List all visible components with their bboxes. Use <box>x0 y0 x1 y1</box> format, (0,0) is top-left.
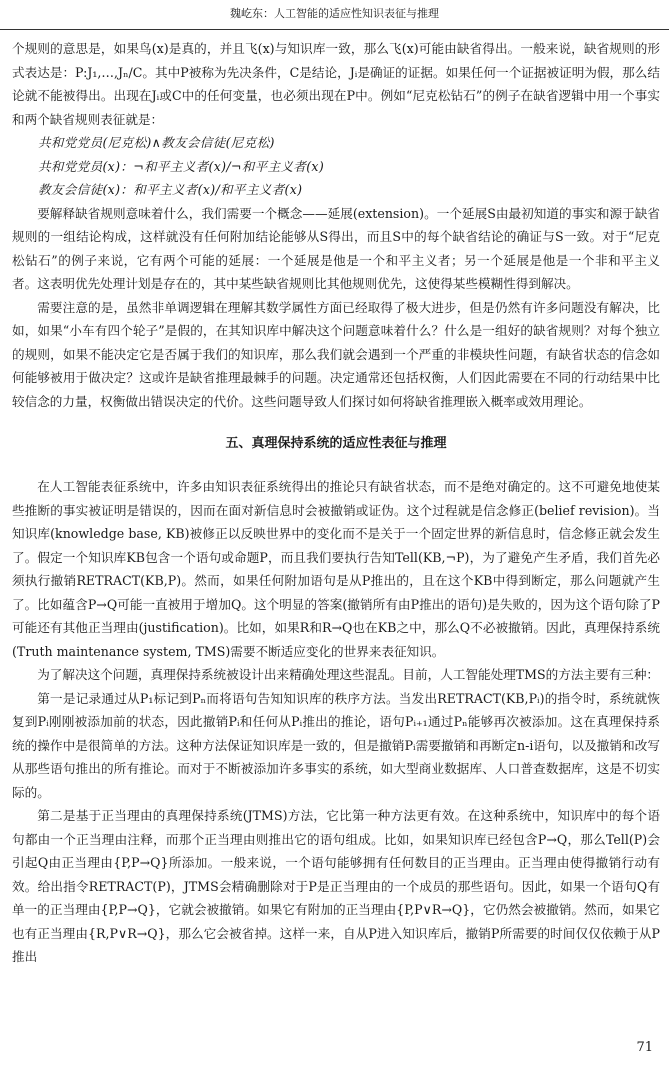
header-rule <box>0 29 669 30</box>
rule-default-republican: 共和党党员(x)：¬和平主义者(x)/¬和平主义者(x) <box>38 158 325 174</box>
section-title: 五、真理保持系统的适应性表征与推理 <box>225 436 447 451</box>
rule-default-quaker: 教友会信徒(x)：和平主义者(x)/和平主义者(x) <box>38 182 303 197</box>
rule-fact: 共和党党员(尼克松)∧教友会信徒(尼克松) <box>38 135 275 150</box>
main-text <box>12 37 660 969</box>
paragraph-open-problems: 需要注意的是，虽然非单调逻辑在理解其数学属性方面已经取得了极大进步，但是仍然有许多问题没有解决，比如，如果“小车有四个轮子”是假的，在其知识库中解决这个问题意味着什么？什么是一组好的缺省规则？对每个独立的规则，如果不能决定它是否属于我们的知识库，那么我们就会遇到一个严重的非模块性问题，有缺省状态的信念如何能够被用于做决定？这或许是缺省推理最棘手的问题。决定通常还包括权衡，人们因此需要在不同的行动结果中比较信念的力量，权衡做出错误决定的代价。这些问题导致人们探讨如何将缺省推理嵌入概率或效用理论。 <box>12 299 660 409</box>
paragraph-belief-revision: 在人工智能表征系统中，许多由知识表征系统得出的推论只有缺省状态，而不是绝对确定的。这不可避免地使某些推断的事实被证明是错误的，因而在面对新信息时会被撤销或证伪。这个过程就是信念修正(belief revision)。当知识库(knowledge base, KB)被修正以反映世界中的变化而不是关于一个固定世界的新信息时，信念修正就会发生了。假定一个知识库KB包含一个语句或命题P，而且我们要执行告知Tell(KB,¬P)，为了避免产生矛盾，我们首先必须执行撤销RETRACT(KB,P)。然而，如果任何附加语句是从P推出的，且在这个KB中得到断定，那么问题就产生了。比如蕴含P→Q可能一直被用于增加Q。这个明显的答案(撤销所有由P推出的语句)是失败的，因为这个语句除了P可能还有其他正当理由(justification)。比如，如果R和R→Q也在KB之中，那么Q不必被撤销。因此，真理保持系统(Truth maintenance system, TMS)需要不断适应变化的世界来表征知识。 <box>12 479 660 659</box>
page-number: 71 <box>636 1040 653 1055</box>
paragraph-default-rule-form: 个规则的意思是，如果鸟(x)是真的，并且飞(x)与知识库一致，那么飞(x)可能由缺省得出。一般来说，缺省规则的形式表达是：P:J₁,…,Jₙ/C。其中P被称为先决条件，C是结论，Jᵢ是确证的证据。如果任何一个证据被证明为假，那么结论就不能被得出。出现在Jᵢ或C中的任何变量，也必须出现在P中。例如“尼克松钻石”的例子在缺省逻辑中用一个事实和两个缺省规则表征就是： <box>12 41 660 127</box>
paragraph-tms-approaches: 为了解决这个问题，真理保持系统被设计出来精确处理这些混乱。目前，人工智能处理TMS的方法主要有三种： <box>37 667 660 682</box>
paragraph-jtms: 第二是基于正当理由的真理保持系统(JTMS)方法，它比第一种方法更有效。在这种系统中，知识库中的每个语句都由一个正当理由注释，而那个正当理由则推出它的语句组成。比如，如果知识库已经包含P→Q，那么Tell(P)会引起Q由正当理由{P,P→Q}所添加。一般来说，一个语句能够拥有任何数目的正当理由。正当理由使得撤销行动有效。给出指令RETRACT(P)，JTMS会精确删除对于P是正当理由的一个成员的那些语句。因此，如果一个语句Q有单一的正当理由{P,P→Q}，它就会被撤销。如果它有附加的正当理由{P,P∨R→Q}，它仍然会被撤销。然而，如果它也有正当理由{R,P∨R→Q}，那么它会被省掉。这样一来，自从P进入知识库后，撤销P所需要的时间仅仅依赖于从P推出 <box>12 808 660 964</box>
running-header: 魏屹东：人工智能的适应性知识表征与推理 <box>230 7 439 20</box>
paragraph-first-method: 第一是记录通过从P₁标记到Pₙ而将语句告知知识库的秩序方法。当发出RETRACT(KB,Pᵢ)的指令时，系统就恢复到Pᵢ刚刚被添加前的状态，因此撤销Pᵢ和任何从Pᵢ推出的推论，语句Pᵢ₊₁通过Pₙ能够再次被添加。这在真理保持系统的操作中是很简单的方法。这种方法保证知识库是一致的，但是撤销Pᵢ需要撤销和再断定n-i语句，以及撤销和改写从那些语句推出的所有推论。而对于不断被添加许多事实的系统，如大型商业数据库、人口普查数据库，这是不切实际的。 <box>12 690 660 800</box>
paragraph-extension: 要解释缺省规则意味着什么，我们需要一个概念——延展(extension)。一个延展S由最初知道的事实和源于缺省规则的一组结论构成，这样就没有任何附加结论能够从S得出，而且S中的每个缺省结论的确证与S一致。对于“尼克松钻石”的例子来说，它有两个可能的延展：一个延展是他是一个和平主义者；另一个延展是他是一个非和平主义者。这表明优先处理计划是存在的，其中某些缺省规则比其他规则优先，这使得某些模糊性得到解决。 <box>12 205 660 291</box>
